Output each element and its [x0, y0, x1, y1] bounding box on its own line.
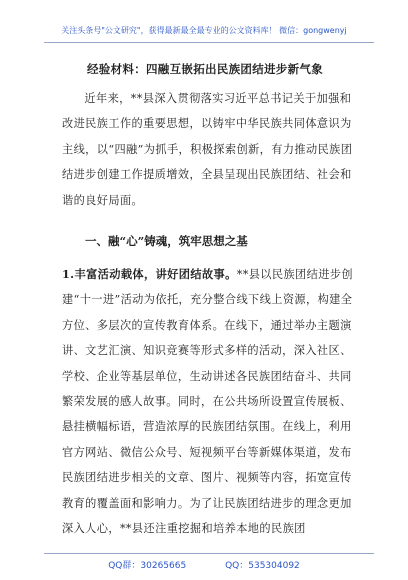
paragraph-1-body: **县以民族团结进步创建“十一进”活动为依托，充分整合线下线上资源，构建全方位、多层次的宣传教育体系。在线下，通过举办主题演讲、文艺汇演、知识竞赛等形式多样的活动，深入社区、学校、企业等基层单位，生动讲述各民族团结奋斗、共同繁荣发展的感人故事。同时，在公共场所设置宣传展板、悬挂横幅标语，营造浓厚的民族团结氛围。在线上，利用官方网站、微信公众号、短视频平台等新媒体渠道，发布民族团结进步相关的文章、图片、视频等内容，拓宽宣传教育的覆盖面和影响力。为了让民族团结进步的理念更加深入人心，**县还注重挖掘和培养本地的民族团 — [62, 268, 353, 536]
intro-paragraph: 近年来，**县深入贯彻落实习近平总书记关于加强和改进民族工作的重要思想，以铸牢中华民族共同体意识为主线，以“四融”为抓手，积极探索创新，有力推动民族团结进步创建工作提质增效，全县呈现出民族团结、社会和谐的良好局面。 — [62, 92, 353, 207]
footer-contact — [0, 560, 408, 572]
footer-divider — [44, 553, 374, 554]
paragraph-1 — [62, 262, 358, 541]
paragraph-1-lead: 1.丰富活动载体，讲好团结故事。 — [62, 267, 237, 281]
header-divider — [44, 42, 374, 43]
qq-group-number: QQ群：30265665 — [108, 561, 187, 571]
section-heading-1: 一、融“心”铸魂，筑牢思想之基 — [85, 234, 248, 248]
document-title: 经验材料：四融互嵌拓出民族团结进步新气象 — [87, 62, 323, 76]
promo-banner: 关注头条号"公文研究"，获得最新最全最专业的公文资料库！ 微信：gongwenyj — [61, 26, 347, 35]
qq-number: QQ：535304092 — [225, 561, 300, 571]
